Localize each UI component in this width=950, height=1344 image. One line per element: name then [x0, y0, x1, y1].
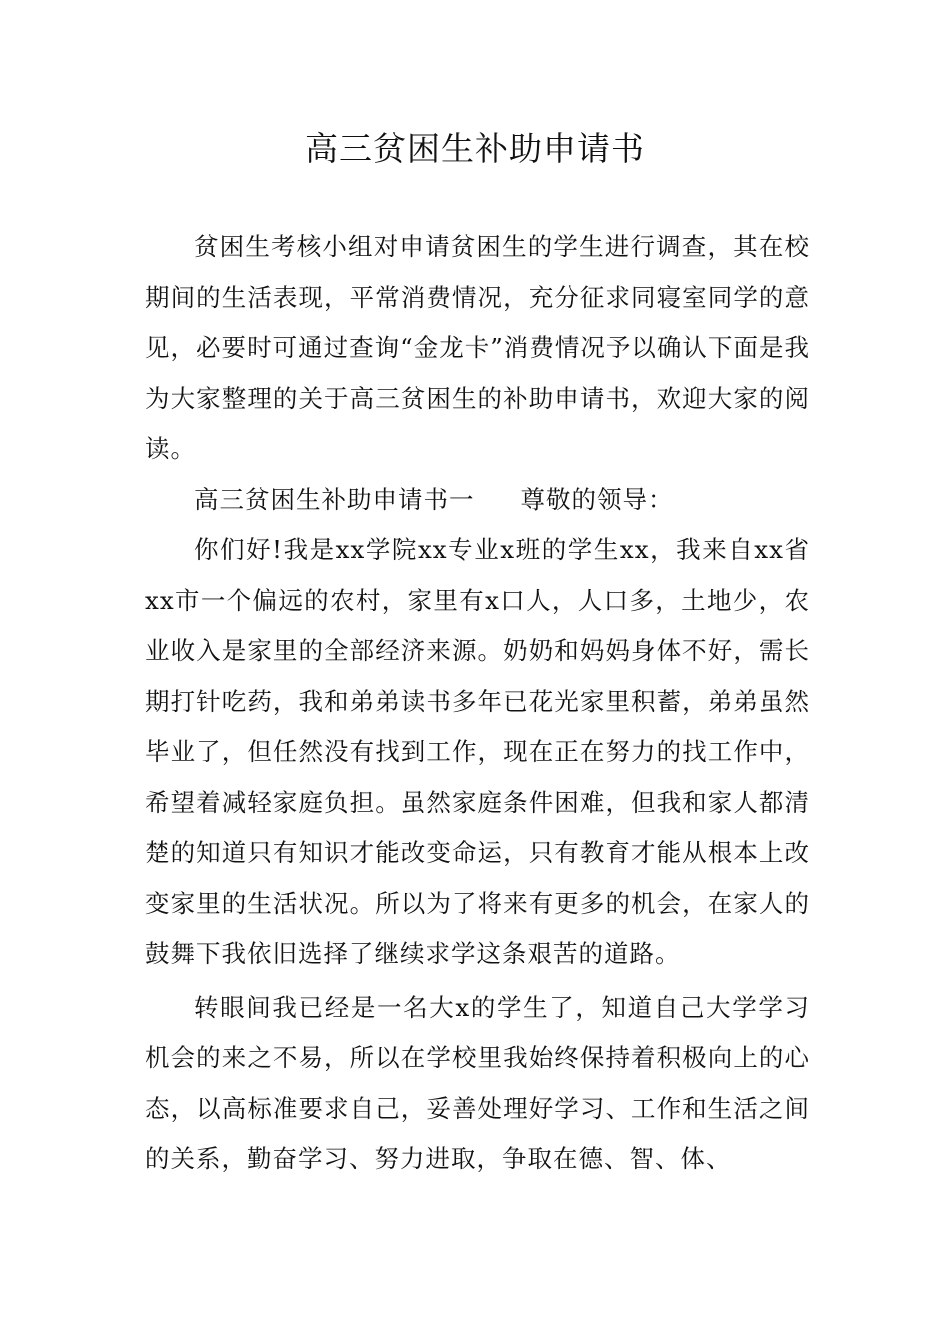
document-title: 高三贫困生补助申请书: [305, 129, 645, 168]
salutation: 尊敬的领导：: [520, 484, 674, 514]
document-body: [145, 222, 810, 1185]
study-paragraph: 转眼间我已经是一名大x的学生了，知道自己大学学习机会的来之不易，所以在学校里我始终保持着积极向上的心态，以高标准要求自己，妥善处理好学习、工作和生活之间的关系，勤奋学习、努力进取，争取在德、智、体、: [145, 992, 810, 1173]
background-paragraph: 你们好!我是xx学院xx专业x班的学生xx，我来自xx省xx市一个偏远的农村，家里有x口人，人口多，土地少，农业收入是家里的全部经济来源。奶奶和妈妈身体不好，需长期打针吃药，我和弟弟读书多年已花光家里积蓄，弟弟虽然毕业了，但任然没有找到工作，现在正在努力的找工作中，希望着减轻家庭负担。虽然家庭条件困难，但我和家人都清楚的知道只有知识才能改变命运，只有教育才能从根本上改变家里的生活状况。所以为了将来有更多的机会，在家人的鼓舞下我依旧选择了继续求学这条艰苦的道路。: [145, 535, 810, 968]
section-heading: 高三贫困生补助申请书一: [194, 484, 475, 514]
intro-paragraph: 贫困生考核小组对申请贫困生的学生进行调查，其在校期间的生活表现，平常消费情况，充分征求同寝室同学的意见，必要时可通过查询“金龙卡”消费情况予以确认下面是我为大家整理的关于高三贫困生的补助申请书，欢迎大家的阅读。: [145, 232, 810, 463]
salutation-paragraph: [145, 475, 810, 526]
